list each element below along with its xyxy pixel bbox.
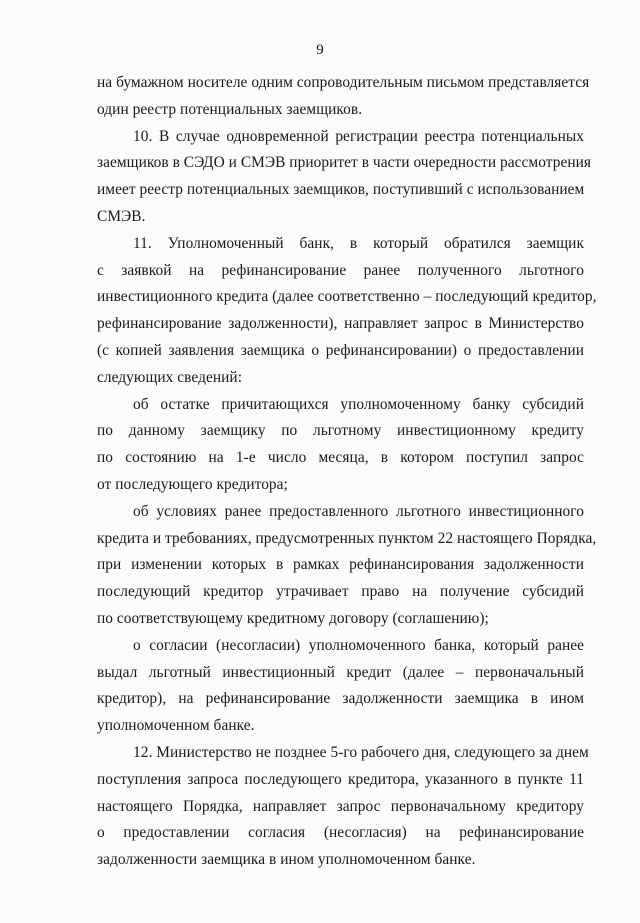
text-line: рефинансирование задолженности), направляет запрос в Министерство — [97, 315, 584, 333]
text-line: 11. Уполномоченный банк, в который обратился заемщик — [133, 234, 584, 252]
text-line: инвестиционного кредита (далее соответственно – последующий кредитор, — [97, 288, 597, 306]
document-body — [97, 70, 597, 874]
text-line: настоящего Порядка, направляет запрос первоначальному кредитору — [97, 797, 584, 815]
paragraph — [97, 633, 584, 740]
text-line: 10. В случае одновременной регистрации реестра потенциальных — [133, 127, 584, 145]
paragraph — [97, 124, 592, 231]
paragraph — [97, 392, 584, 499]
text-line: СМЭВ. — [97, 207, 146, 225]
text-line: уполномоченном банке. — [97, 717, 255, 735]
text-line: один реестр потенциальных заемщиков. — [97, 100, 363, 118]
text-line: по данному заемщику по льготному инвестиционному кредиту — [97, 422, 584, 440]
page-number: 9 — [316, 42, 324, 58]
text-line: последующий кредитор утрачивает право на получение субсидий — [97, 583, 584, 601]
paragraph — [97, 740, 589, 874]
text-line: следующих сведений: — [97, 368, 243, 386]
text-line: имеет реестр потенциальных заемщиков, поступивший с использованием — [97, 181, 585, 199]
text-line: при изменении которых в рамках рефинансирования задолженности — [97, 556, 584, 574]
text-line: от последующего кредитора; — [97, 475, 288, 493]
text-line: заемщиков в СЭДО и СМЭВ приоритет в части очередности рассмотрения — [97, 154, 592, 172]
text-line: 12. Министерство не позднее 5-го рабочего дня, следующего за днем — [133, 743, 589, 761]
text-line: (с копией заявления заемщика о рефинансировании) о предоставлении — [97, 341, 584, 359]
text-line: с заявкой на рефинансирование ранее полученного льготного — [97, 261, 584, 279]
text-line: на бумажном носителе одним сопроводительным письмом представляется — [97, 74, 590, 91]
text-line: кредитор), на рефинансирование задолженности заемщика в ином — [97, 690, 584, 708]
text-line: об условиях ранее предоставленного льготного инвестиционного — [133, 502, 584, 520]
text-line: поступления запроса последующего кредитора, указанного в пункте 11 — [97, 770, 584, 788]
text-line: по соответствующему кредитному договору (соглашению); — [97, 609, 489, 627]
text-line: выдал льготный инвестиционный кредит (далее – первоначальный — [97, 663, 584, 681]
text-line: кредита и требованиях, предусмотренных пунктом 22 настоящего Порядка, — [97, 529, 597, 547]
paragraph — [97, 231, 597, 392]
text-line: задолженности заемщика в ином уполномоченном банке. — [97, 851, 476, 869]
text-line: о предоставлении согласия (несогласия) на рефинансирование — [97, 824, 584, 842]
text-line: о согласии (несогласии) уполномоченного банка, который ранее — [133, 636, 584, 654]
paragraph — [97, 70, 590, 124]
paragraph — [97, 499, 597, 633]
text-line: по состоянию на 1-е число месяца, в котором поступил запрос — [97, 449, 584, 467]
text-line: об остатке причитающихся уполномоченному банку субсидий — [133, 395, 584, 413]
